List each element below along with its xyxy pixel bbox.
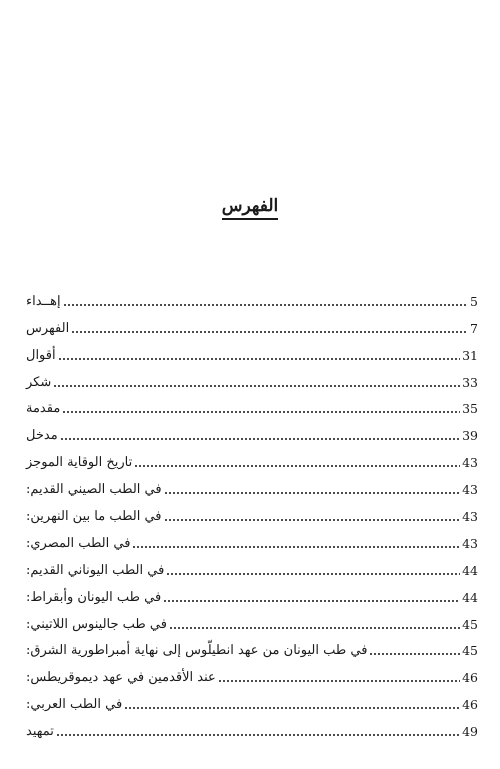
toc-leader-dots [53,384,460,388]
toc-entry [26,579,478,606]
toc-entry [26,283,478,310]
toc-entry [26,498,478,525]
toc-entry-title: في الطب العربي: [26,697,123,713]
toc-entry-page-number: 33 [462,374,478,390]
toc-entry [26,525,478,552]
toc-entry [26,417,478,444]
toc-entry [26,606,478,633]
toc-entry-title: عند الأقدمين في عهد ديموقريطس: [26,670,216,686]
toc-entry-page-number: 43 [462,482,478,498]
toc-leader-dots [63,303,468,307]
toc-entry-page-number: 43 [462,509,478,525]
toc-entry [26,552,478,579]
toc-entry-page-number: 44 [462,589,478,605]
toc-entry-title: إهــداء [26,293,61,309]
toc-leader-dots [164,518,461,522]
toc-entry-page-number: 7 [470,320,478,336]
toc-entry [26,364,478,391]
toc-entry-title: في طب اليونان من عهد انطيلّوس إلى نهاية أمبراطورية الشرق: [26,643,368,659]
toc-leader-dots [134,464,460,468]
toc-entry-title: في الطب المصري: [26,535,131,551]
toc-entry-title: الفهرس [26,320,70,336]
toc-entry [26,686,478,713]
toc-entry-title: شكر [26,374,52,390]
toc-entry-page-number: 31 [462,347,478,363]
toc-entry [26,337,478,364]
toc-entry-page-number: 45 [462,643,478,659]
toc-leader-dots [132,545,460,549]
toc-leader-dots [71,330,468,334]
toc-entry-page-number: 49 [462,724,478,740]
toc-entry [26,391,478,418]
toc-entry-page-number: 46 [462,697,478,713]
toc-leader-dots [163,599,460,603]
toc-entry [26,713,478,740]
toc-entry-title: في طب جالينوس اللاتيني: [26,616,167,632]
toc-entry-title: مقدمة [26,401,61,417]
toc-entry-page-number: 45 [462,616,478,632]
toc-entry-title: مدخل [26,428,58,444]
table-of-contents [26,283,478,740]
toc-entry-title: في الطب اليوناني القديم: [26,562,165,578]
toc-entry-title: في الطب ما بين النهرين: [26,509,162,525]
toc-entry-title: أقوال [26,347,56,363]
toc-leader-dots [58,357,460,361]
toc-entry [26,633,478,660]
toc-entry-title: تمهيد [26,724,54,740]
toc-leader-dots [124,706,460,710]
toc-entry [26,659,478,686]
toc-leader-dots [60,437,460,441]
toc-entry-title: تاريخ الوقاية الموجز [26,455,133,471]
toc-entry-page-number: 5 [470,293,478,309]
toc-entry-page-number: 46 [462,670,478,686]
toc-entry-page-number: 43 [462,455,478,471]
toc-leader-dots [218,679,460,683]
toc-leader-dots [166,572,460,576]
toc-leader-dots [369,652,460,656]
toc-entry-page-number: 39 [462,428,478,444]
toc-entry [26,444,478,471]
page-heading [0,196,500,216]
toc-entry-title: في طب اليونان وأبقراط: [26,589,162,605]
toc-entry-page-number: 35 [462,401,478,417]
toc-entry-title: في الطب الصيني القديم: [26,482,162,498]
toc-leader-dots [56,733,460,737]
toc-leader-dots [169,626,460,630]
toc-entry-page-number: 44 [462,562,478,578]
toc-leader-dots [62,410,460,414]
toc-entry [26,310,478,337]
heading-text: الفهرس [222,196,278,220]
toc-leader-dots [164,491,460,495]
toc-entry [26,471,478,498]
toc-entry-page-number: 43 [462,535,478,551]
